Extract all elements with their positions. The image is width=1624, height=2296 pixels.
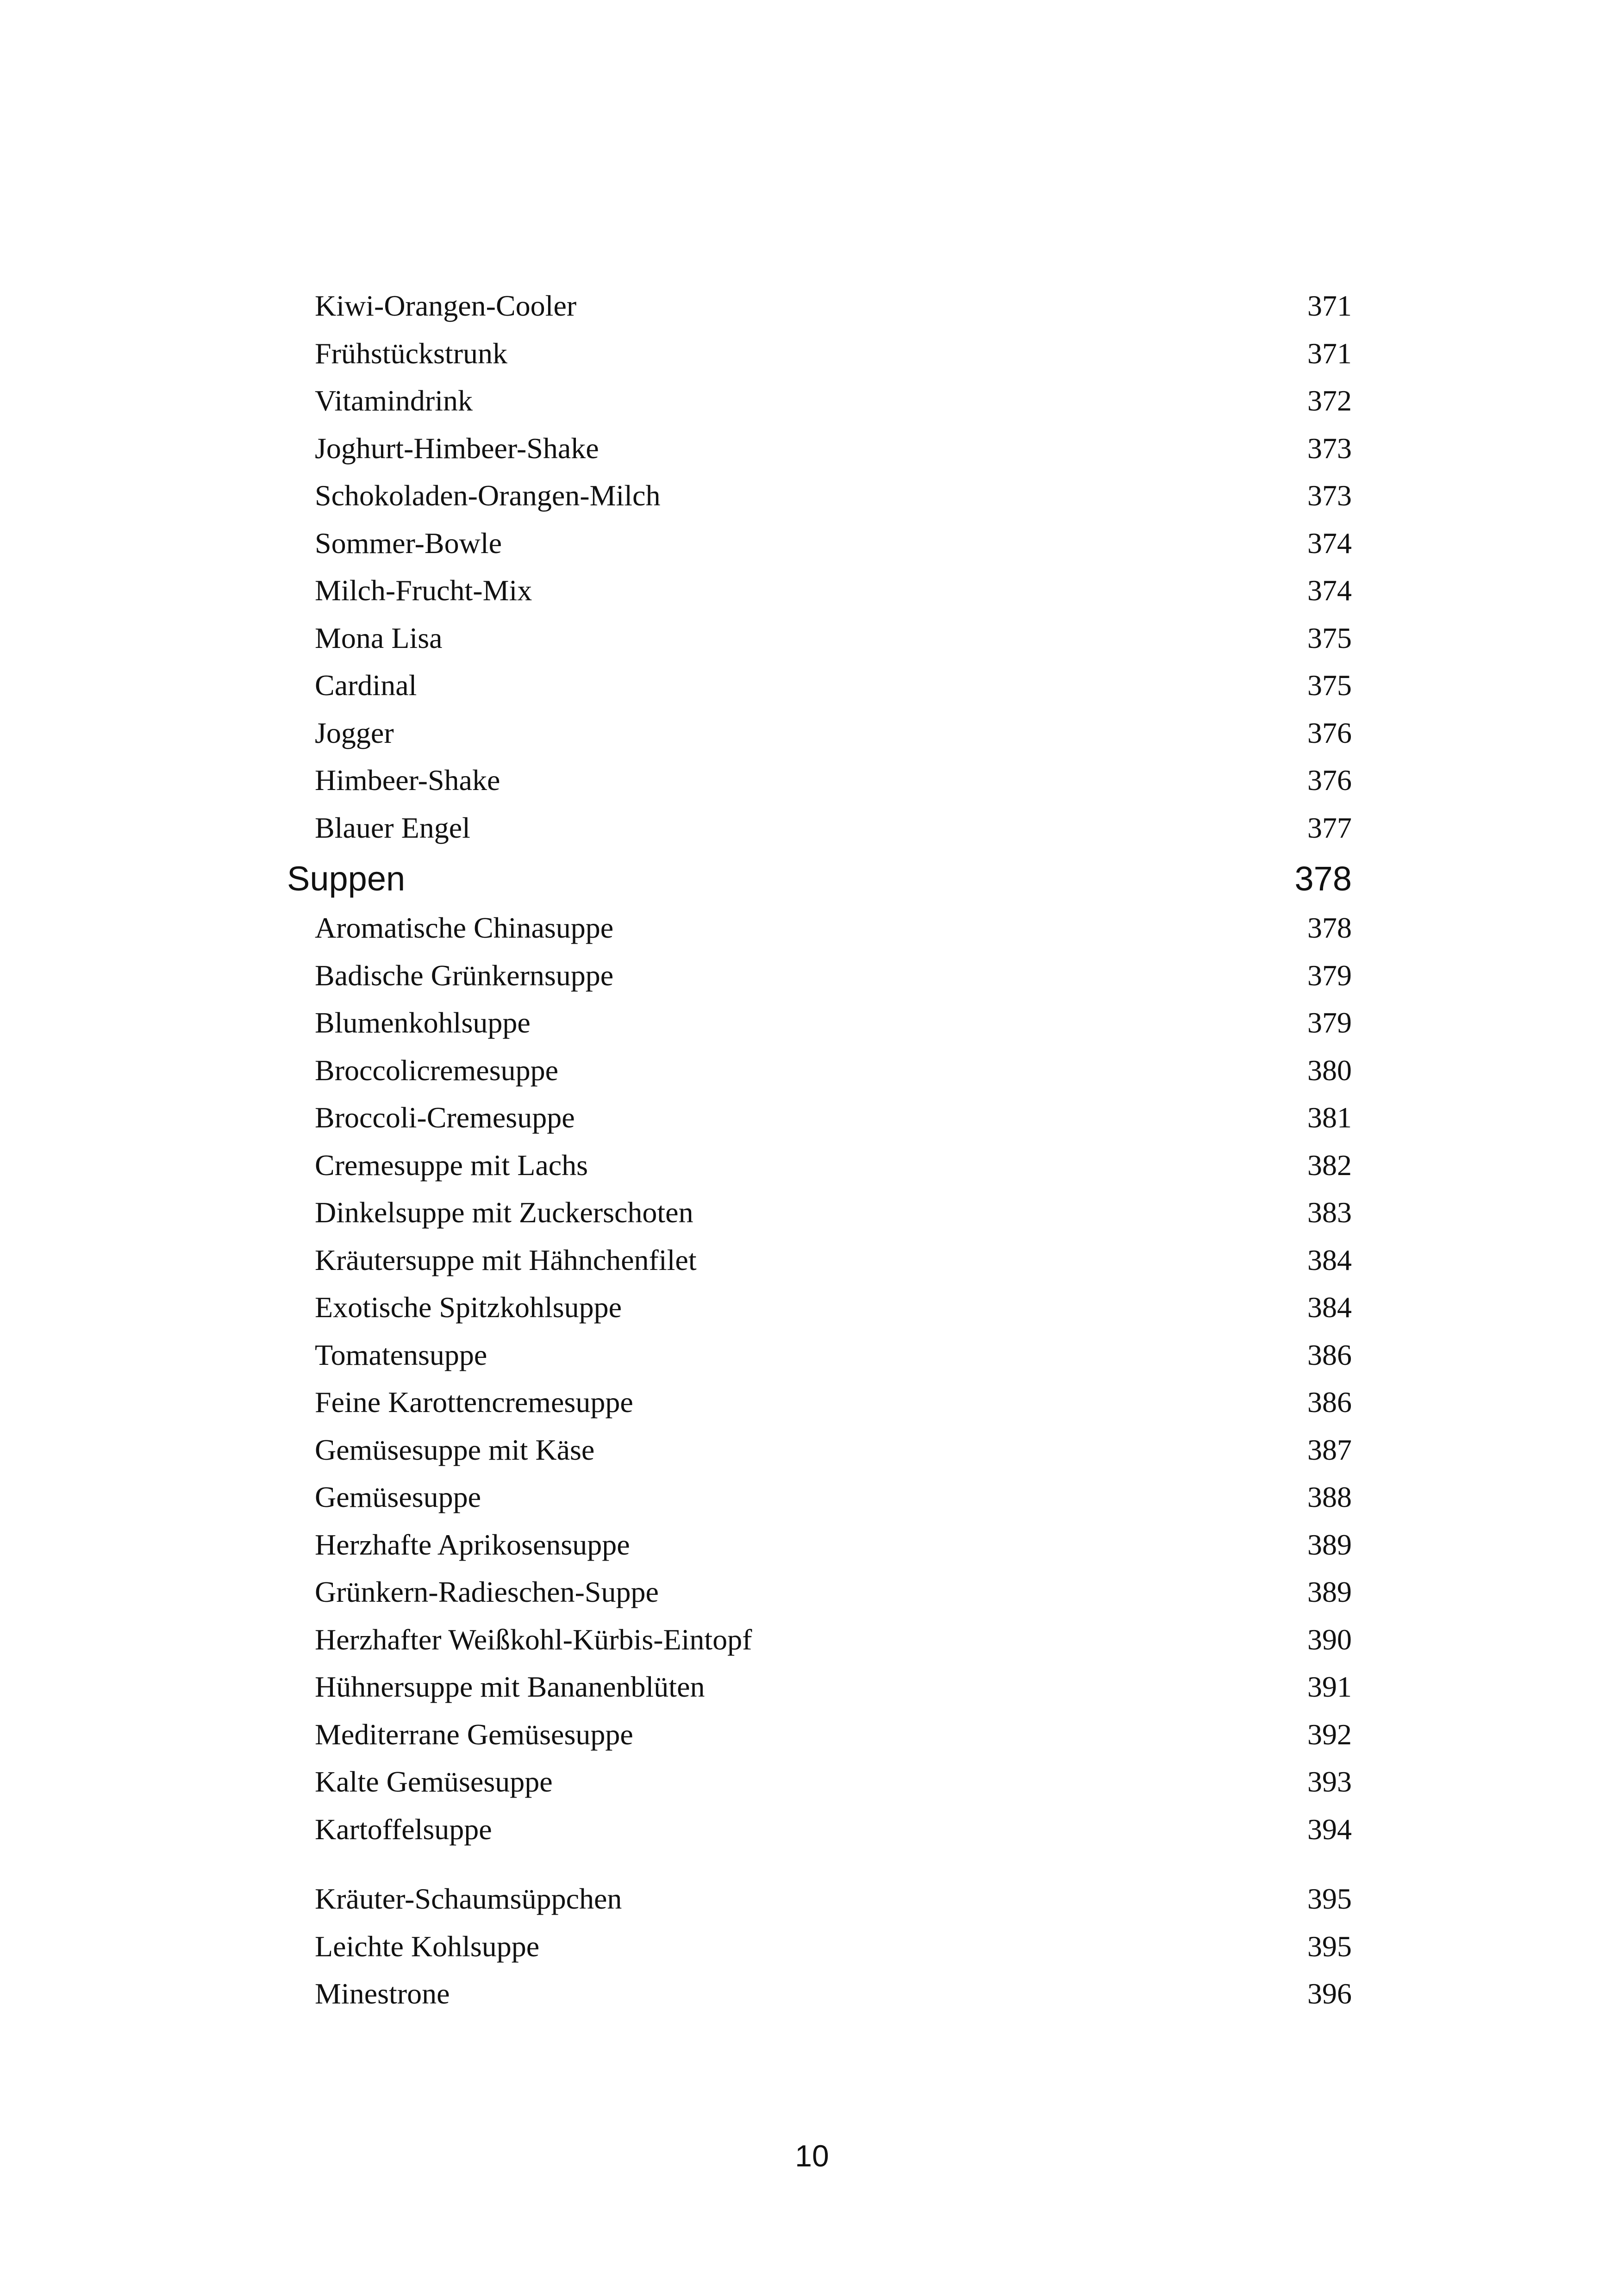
toc-entry (287, 1189, 1352, 1237)
toc-entry-page: 375 (1307, 669, 1352, 702)
toc-section-heading (287, 853, 1352, 904)
toc-entry-page: 390 (1307, 1623, 1352, 1656)
toc-entry-title: Gemüsesuppe mit Käse (315, 1433, 595, 1466)
toc-entry-title: Herzhafte Aprikosensuppe (315, 1528, 630, 1561)
toc-entry-title: Badische Grünkernsuppe (315, 958, 614, 992)
toc-entry-page: 372 (1307, 384, 1352, 417)
toc-entry-page: 383 (1307, 1196, 1352, 1229)
toc-entry (287, 1142, 1352, 1189)
toc-entry-title: Joghurt-Himbeer-Shake (315, 431, 599, 465)
toc-entry (287, 282, 1352, 330)
toc-entry-title: Cremesuppe mit Lachs (315, 1148, 588, 1182)
toc-entry-page: 373 (1307, 431, 1352, 465)
toc-entry-title: Kalte Gemüsesuppe (315, 1765, 553, 1798)
toc-entry-title: Herzhafter Weißkohl-Kürbis-Eintopf (315, 1623, 752, 1656)
toc-entry (287, 1663, 1352, 1711)
toc-entry-page: 374 (1307, 574, 1352, 607)
toc-entry-title: Mona Lisa (315, 621, 443, 654)
toc-entry-title: Sommer-Bowle (315, 526, 502, 560)
toc-entry-page: 380 (1307, 1053, 1352, 1087)
toc-entry-title: Gemüsesuppe (315, 1481, 481, 1513)
toc-entry (287, 1332, 1352, 1379)
toc-entry-title: Kräutersuppe mit Hähnchenfilet (315, 1243, 697, 1276)
toc-entry (287, 1379, 1352, 1426)
toc-entry (287, 1970, 1352, 2018)
toc-entry (287, 1875, 1352, 1923)
toc-entry (287, 662, 1352, 709)
toc-entry-page: 395 (1307, 1882, 1352, 1915)
toc-entry-title: Dinkelsuppe mit Zuckerschoten (315, 1196, 693, 1229)
toc-group-soups-continued (287, 1875, 1352, 2018)
toc-entry-title: Feine Karottencremesuppe (315, 1386, 633, 1419)
toc-entry (287, 1474, 1352, 1521)
toc-entry-title: Cardinal (315, 669, 417, 702)
toc-entry-page: 389 (1307, 1575, 1352, 1608)
toc-entry-page: 387 (1307, 1433, 1352, 1466)
toc-entry-page: 378 (1307, 911, 1352, 944)
toc-entry (287, 1711, 1352, 1759)
toc-entry-title: Broccoli-Cremesuppe (315, 1101, 575, 1134)
toc-entry-page: 394 (1307, 1812, 1352, 1846)
toc-entry (287, 1426, 1352, 1474)
toc-entry-title: Leichte Kohlsuppe (315, 1929, 540, 1963)
toc-entry (287, 425, 1352, 473)
toc-entry (287, 1616, 1352, 1664)
table-of-contents (287, 282, 1352, 2018)
toc-entry-page: 388 (1307, 1481, 1352, 1513)
toc-spacer (287, 1853, 1352, 1875)
toc-entry-page: 379 (1307, 1006, 1352, 1039)
toc-entry-page: 377 (1307, 811, 1352, 844)
toc-entry-title: Schokoladen-Orangen-Milch (315, 479, 661, 512)
toc-entry-title: Frühstückstrunk (315, 336, 507, 370)
toc-entry (287, 1237, 1352, 1284)
toc-entry-title: Tomatensuppe (315, 1338, 487, 1371)
toc-entry-title: Kiwi-Orangen-Cooler (315, 289, 577, 322)
toc-entry-title: Exotische Spitzkohlsuppe (315, 1291, 622, 1324)
toc-entry-page: 386 (1307, 1386, 1352, 1419)
toc-entry-page: 386 (1307, 1338, 1352, 1371)
toc-entry-page: 382 (1307, 1148, 1352, 1182)
toc-entry (287, 757, 1352, 804)
toc-entry-title: Minestrone (315, 1977, 450, 2010)
toc-entry-page: 375 (1307, 621, 1352, 654)
toc-entry-page: 393 (1307, 1765, 1352, 1798)
toc-entry-page: 379 (1307, 958, 1352, 992)
toc-entry (287, 615, 1352, 662)
toc-entry (287, 330, 1352, 378)
toc-entry-title: Milch-Frucht-Mix (315, 574, 532, 607)
toc-entry-page: 391 (1307, 1670, 1352, 1703)
toc-entry (287, 952, 1352, 1000)
page-number: 10 (795, 2139, 829, 2173)
toc-entry-page: 389 (1307, 1528, 1352, 1561)
toc-entry (287, 520, 1352, 567)
section-title: Suppen (287, 859, 406, 898)
toc-entry-title: Aromatische Chinasuppe (315, 911, 614, 944)
toc-entry-title: Grünkern-Radieschen-Suppe (315, 1575, 659, 1608)
toc-entry-title: Jogger (315, 716, 394, 749)
toc-entry-title: Broccolicremesuppe (315, 1053, 558, 1087)
toc-entry-page: 374 (1307, 526, 1352, 560)
toc-entry-title: Blauer Engel (315, 811, 470, 844)
toc-entry (287, 1923, 1352, 1971)
toc-entry-page: 371 (1307, 336, 1352, 370)
toc-entry-title: Kartoffelsuppe (315, 1812, 492, 1846)
toc-entry-title: Vitamindrink (315, 384, 473, 417)
toc-entry-page: 396 (1307, 1977, 1352, 2010)
toc-entry-page: 376 (1307, 716, 1352, 749)
toc-entry (287, 377, 1352, 425)
toc-group-soups (287, 904, 1352, 1853)
toc-entry-page: 384 (1307, 1291, 1352, 1324)
toc-entry (287, 472, 1352, 520)
toc-entry-title: Mediterrane Gemüsesuppe (315, 1717, 633, 1751)
toc-entry (287, 1047, 1352, 1095)
toc-entry-title: Blumenkohlsuppe (315, 1006, 531, 1039)
toc-entry (287, 1568, 1352, 1616)
toc-entry-page: 371 (1307, 289, 1352, 322)
toc-entry-title: Kräuter-Schaumsüppchen (315, 1882, 622, 1915)
toc-entry (287, 904, 1352, 952)
toc-entry (287, 709, 1352, 757)
toc-entry-page: 373 (1307, 479, 1352, 512)
toc-entry (287, 1758, 1352, 1806)
toc-entry-page: 392 (1307, 1717, 1352, 1751)
toc-entry-page: 381 (1307, 1101, 1352, 1134)
toc-entry-title: Hühnersuppe mit Bananenblüten (315, 1670, 705, 1703)
section-page-number: 378 (1294, 859, 1352, 898)
toc-entry (287, 567, 1352, 615)
toc-group-drinks (287, 282, 1352, 852)
toc-entry-title: Himbeer-Shake (315, 764, 500, 796)
toc-entry (287, 1284, 1352, 1332)
toc-entry (287, 1806, 1352, 1854)
toc-entry (287, 1094, 1352, 1142)
toc-entry (287, 804, 1352, 852)
toc-entry-page: 376 (1307, 764, 1352, 796)
toc-entry (287, 1521, 1352, 1569)
toc-entry-page: 395 (1307, 1929, 1352, 1963)
toc-entry-page: 384 (1307, 1243, 1352, 1276)
toc-entry (287, 999, 1352, 1047)
